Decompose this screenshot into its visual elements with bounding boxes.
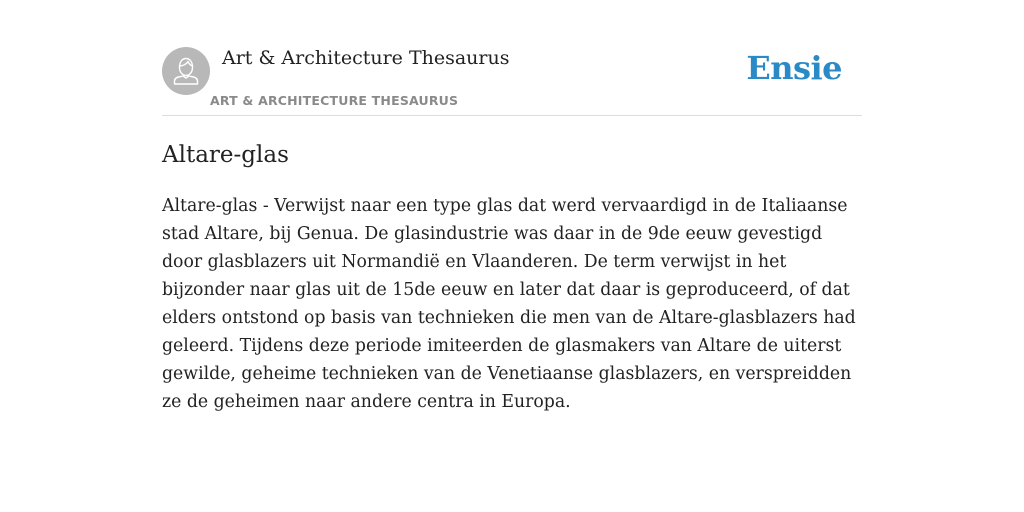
brand-logo[interactable]: Ensie: [746, 49, 842, 87]
source-subtitle[interactable]: ART & ARCHITECTURE THESAURUS: [210, 93, 459, 108]
page-container: [162, 0, 862, 512]
term-definition: Altare-glas - Verwijst naar een type glas dat werd vervaardigd in de Italiaanse stad Altare, bij Genua. De glasindustrie was daar in de 9de eeuw gevestigd door glasblazers uit Normandië en Vlaanderen. De term verwijst in het bijzonder naar glas uit de 15de eeuw en later dat daar is geproduceerd, of dat elders ontstond op basis van technieken die men van de Altare-glasblazers had geleerd. Tijdens deze periode imiteerden de glasmakers van Altare de uiterst gewilde, geheime technieken van de Venetiaanse glasblazers, en verspreidden ze de geheimen naar andere centra in Europa.: [162, 196, 856, 412]
avatar[interactable]: [162, 47, 210, 95]
user-icon: [162, 47, 210, 95]
term-title: Altare-glas: [162, 142, 289, 168]
header: [162, 0, 862, 116]
source-title[interactable]: Art & Architecture Thesaurus: [222, 47, 510, 69]
